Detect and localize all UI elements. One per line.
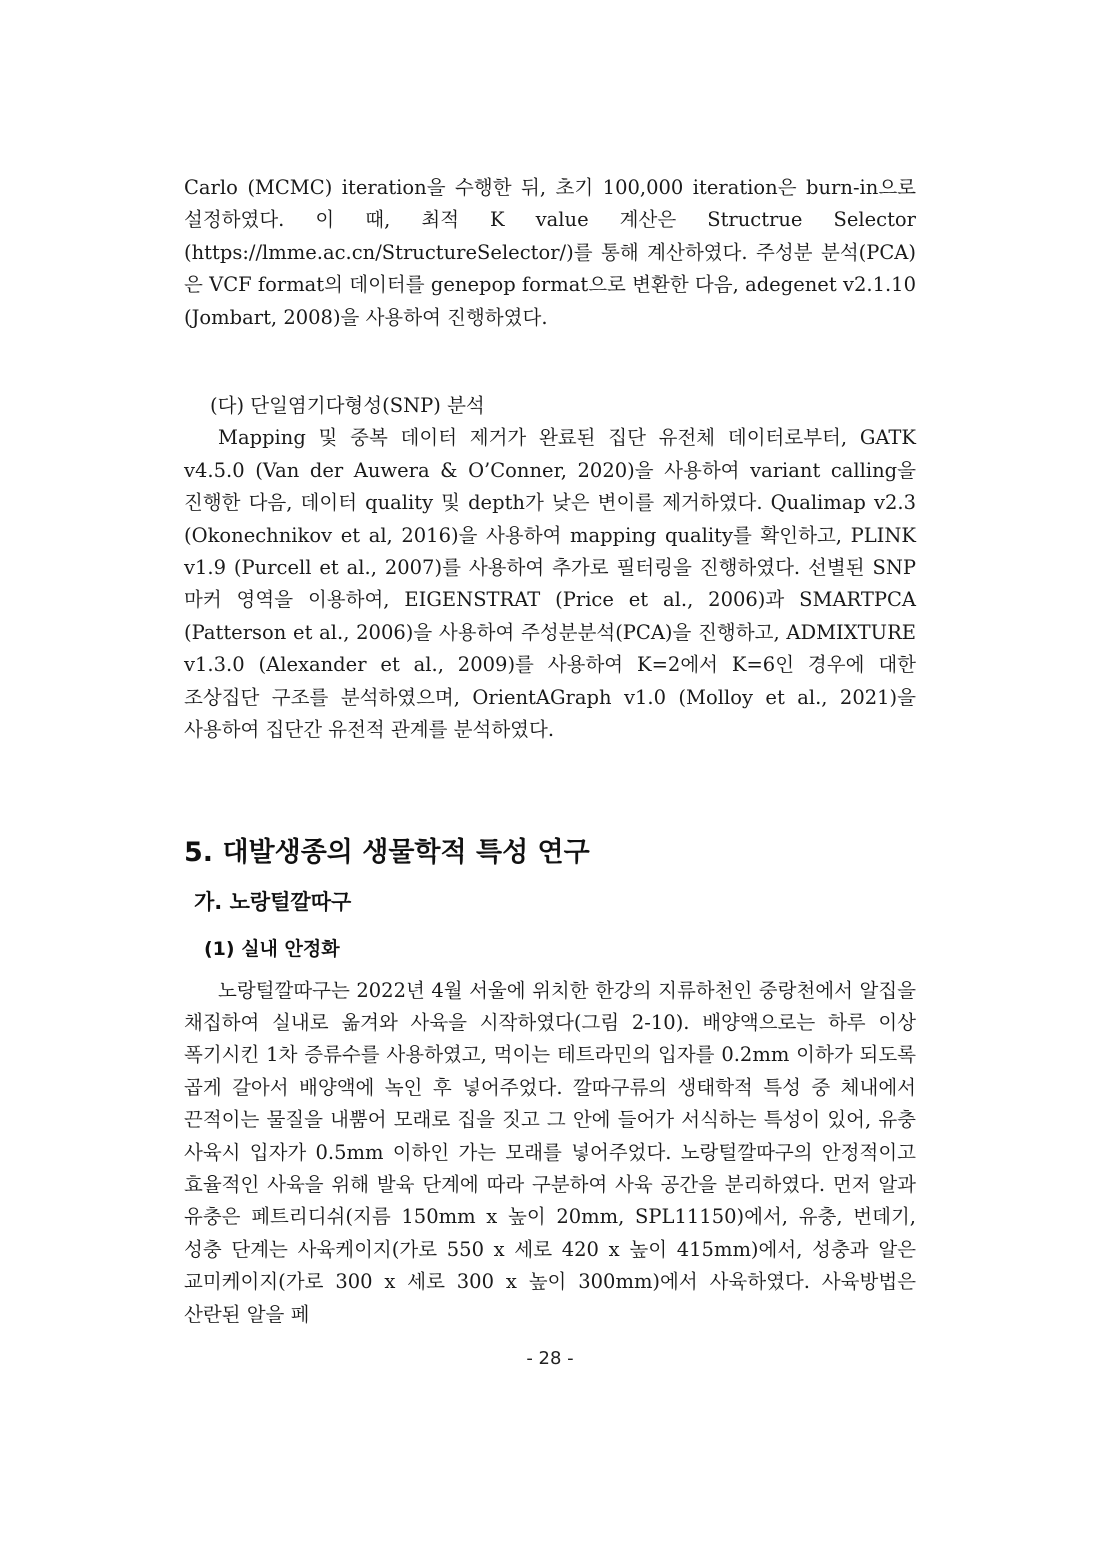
subsubsection-heading: (1) 실내 안정화 bbox=[204, 937, 340, 960]
page-number: - 28 - bbox=[526, 1348, 574, 1369]
paragraph-snp-analysis: Mapping 및 중복 데이터 제거가 완료된 집단 유전체 데이터로부터, GATK v4.5.0 (Van der Auwera & O’Conner, 2020)을 사용하여 variant calling을 진행한 다음, 데이터 quality 및 depth가 낮은 변이를 제거하였다. Qualimap v2.3 (Okonechnikov et al, 2016)을 사용하여 mapping quality를 확인하고, PLINK v1.9 (Purcell et al., 2007)를 사용하여 추가로 필터링을 진행하였다. 선별된 SNP 마커 영역을 이용하여, EIGENSTRAT (Price et al., 2006)과 SMARTPCA (Patterson et al., 2006)을 사용하여 주성분분석(PCA)을 진행하고, ADMIXTURE v1.3.0 (Alexander et al., 2009)를 사용하여 K=2에서 K=6인 경우에 대한 조상집단 구조를 분석하였으며, OrientAGraph v1.0 (Molloy et al., 2021)을 사용하여 집단간 유전적 관계를 분석하였다. bbox=[184, 426, 916, 742]
subsection-heading: 가. 노랑털깔따구 bbox=[194, 889, 352, 914]
paragraph-structure-analysis: Carlo (MCMC) iteration을 수행한 뒤, 초기 100,000 iteration은 burn-in으로 설정하였다. 이 때, 최적 K value 계산은 Structrue Selector (https://lmme.ac.cn/StructureSelector/)를 통해 계산하였다. 주성분 분석(PCA)은 VCF format의 데이터를 genepop format으로 변환한 다음, adegenet v2.1.10 (Jombart, 2008)을 사용하여 진행하였다. bbox=[184, 176, 916, 329]
paragraph-indoor-rearing: 노랑털깔따구는 2022년 4월 서울에 위치한 한강의 지류하천인 중랑천에서 알집을 채집하여 실내로 옮겨와 사육을 시작하였다(그림 2-10). 배양액으로는 하루 이상 폭기시킨 1차 증류수를 사용하였고, 먹이는 테트라민의 입자를 0.2mm 이하가 되도록 곱게 갈아서 배양액에 녹인 후 넣어주었다. 깔따구류의 생태학적 특성 중 체내에서 끈적이는 물질을 내뿜어 모래로 집을 짓고 그 안에 들어가 서식하는 특성이 있어, 유충 사육시 입자가 0.5mm 이하인 가는 모래를 넣어주었다. 노랑털깔따구의 안정적이고 효율적인 사육을 위해 발육 단계에 따라 구분하여 사육 공간을 분리하였다. 먼저 알과 유충은 페트리디쉬(지름 150mm x 높이 20mm, SPL11150)에서, 유충, 번데기, 성충 단계는 사육케이지(가로 550 x 세로 420 x 높이 415mm)에서, 성충과 알은 교미케이지(가로 300 x 세로 300 x 높이 300mm)에서 사육하였다. 사육방법은 산란된 알을 페 bbox=[184, 978, 916, 1326]
section-heading: 5. 대발생종의 생물학적 특성 연구 bbox=[184, 836, 590, 868]
subheading-snp-analysis: (다) 단일염기다형성(SNP) 분석 bbox=[210, 394, 485, 418]
page-body bbox=[184, 172, 916, 1331]
